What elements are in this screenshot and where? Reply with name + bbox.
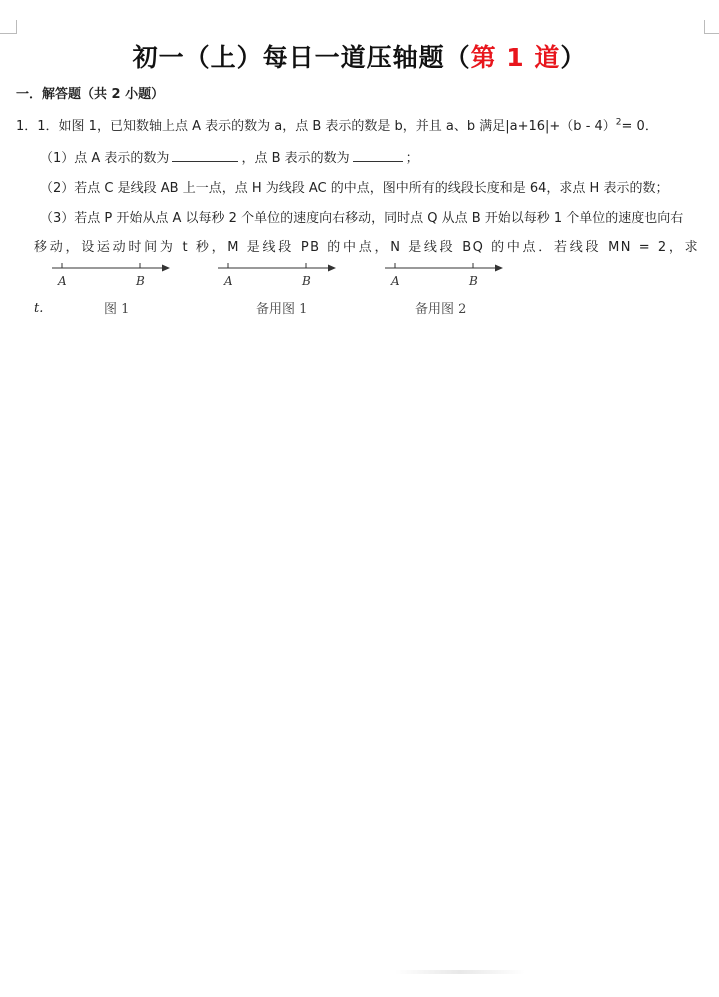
title-main: 初一（上）每日一道压轴题（ (132, 43, 471, 72)
part1-text-b: ，点 B 表示的数为 (241, 151, 350, 166)
number-line-icon (52, 258, 172, 278)
part1-text-a: （1）点 A 表示的数为 (40, 151, 170, 166)
question-stem-text: 1．1．如图 1，已知数轴上点 A 表示的数为 a，点 B 表示的数是 b，并且 a、b 满足|a+16|+（b - 4） (16, 119, 616, 134)
point-b-label: B (136, 274, 145, 288)
exponent: 2 (615, 117, 622, 128)
number-line-icon (385, 258, 505, 278)
point-a-label: A (224, 274, 233, 288)
question-part-1 (40, 147, 419, 166)
question-stem (16, 115, 658, 134)
question-part-3-line-2: 移动，设运动时间为 t 秒，M 是线段 PB 的中点，N 是线段 BQ 的中点．若线段 MN = 2，求 (34, 240, 699, 255)
part1-text-c: ； (405, 151, 419, 166)
page-title (0, 38, 719, 74)
number-line-figure-3 (385, 258, 505, 318)
figure-caption: 备用图 1 (256, 302, 308, 317)
number-line-figure-2 (218, 258, 338, 318)
point-a-label: A (391, 274, 400, 288)
watermark-smudge (395, 970, 525, 974)
question-part-2: （2）若点 C 是线段 AB 上一点，点 H 为线段 AC 的中点，图中所有的线段长度和是 64，求点 H 表示的数； (40, 181, 669, 196)
answer-blank-b (353, 149, 403, 162)
title-highlight: 第 1 道 (470, 43, 561, 72)
number-line-figure-1 (52, 258, 172, 318)
answer-blank-a (172, 149, 238, 162)
page-corner-mark-left (0, 20, 17, 34)
question-part-3-line-3: t. (34, 301, 44, 316)
question-stem-end: = 0． (621, 119, 658, 134)
point-b-label: B (469, 274, 478, 288)
page-corner-mark-right (704, 20, 719, 34)
title-end: ） (560, 43, 587, 72)
figure-caption: 图 1 (104, 302, 130, 317)
point-b-label: B (302, 274, 311, 288)
section-heading: 一．解答题（共 2 小题） (16, 87, 165, 102)
question-part-3-line-1: （3）若点 P 开始从点 A 以每秒 2 个单位的速度向右移动，同时点 Q 从点 B 开始以每秒 1 个单位的速度也向右 (40, 211, 684, 226)
point-a-label: A (58, 274, 67, 288)
figure-caption: 备用图 2 (415, 302, 467, 317)
number-line-icon (218, 258, 338, 278)
